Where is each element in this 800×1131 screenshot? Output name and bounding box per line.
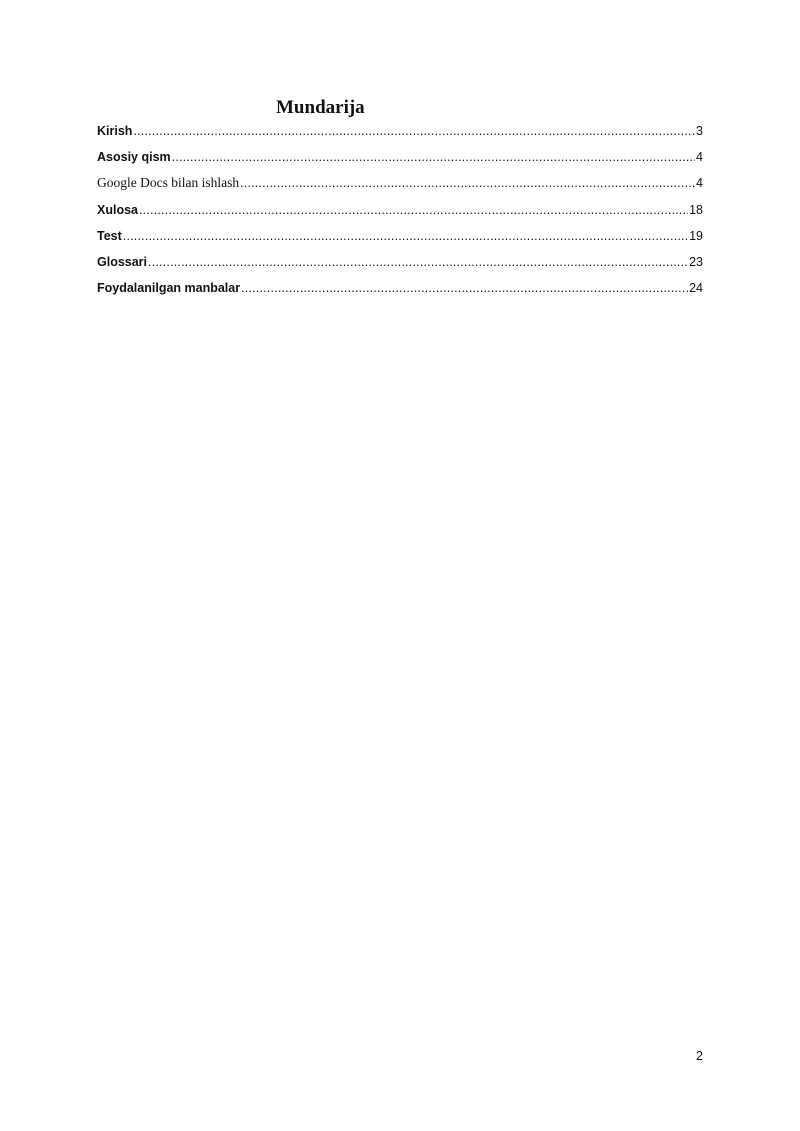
toc-dot-leader bbox=[172, 147, 695, 167]
toc-entry-page: 4 bbox=[696, 176, 703, 191]
toc-entry-page: 18 bbox=[689, 202, 703, 217]
toc-entry-label: Xulosa bbox=[97, 202, 138, 217]
toc-entry-label: Foydalanilgan manbalar bbox=[97, 281, 241, 296]
toc-title: Mundarija bbox=[276, 97, 365, 118]
page-number: 2 bbox=[696, 1049, 703, 1063]
toc-entry-google-docs[interactable] bbox=[97, 172, 703, 198]
toc-dot-leader bbox=[241, 278, 688, 298]
toc-entry-label: Kirish bbox=[97, 124, 133, 138]
toc-dot-leader bbox=[240, 173, 695, 193]
table-of-contents bbox=[97, 120, 703, 303]
toc-entry-page: 19 bbox=[689, 228, 703, 243]
toc-entry-asosiy-qism[interactable] bbox=[97, 146, 703, 172]
toc-entry-label: Test bbox=[97, 228, 122, 243]
toc-entry-page: 24 bbox=[689, 281, 703, 296]
toc-entry-page: 4 bbox=[696, 150, 703, 165]
toc-entry-foydalanilgan-manbalar[interactable] bbox=[97, 277, 703, 303]
toc-entry-label: Google Docs bilan ishlash bbox=[97, 175, 240, 191]
toc-dot-leader bbox=[133, 121, 695, 141]
toc-entry-page: 3 bbox=[696, 124, 703, 138]
toc-entry-glossari[interactable] bbox=[97, 251, 703, 277]
toc-dot-leader bbox=[148, 252, 688, 272]
toc-dot-leader bbox=[139, 200, 688, 220]
toc-entry-kirish[interactable] bbox=[97, 120, 703, 146]
toc-entry-label: Asosiy qism bbox=[97, 150, 171, 165]
toc-dot-leader bbox=[123, 226, 688, 246]
toc-entry-label: Glossari bbox=[97, 254, 148, 269]
toc-entry-page: 23 bbox=[689, 254, 703, 269]
toc-entry-test[interactable] bbox=[97, 225, 703, 251]
toc-entry-xulosa[interactable] bbox=[97, 199, 703, 225]
